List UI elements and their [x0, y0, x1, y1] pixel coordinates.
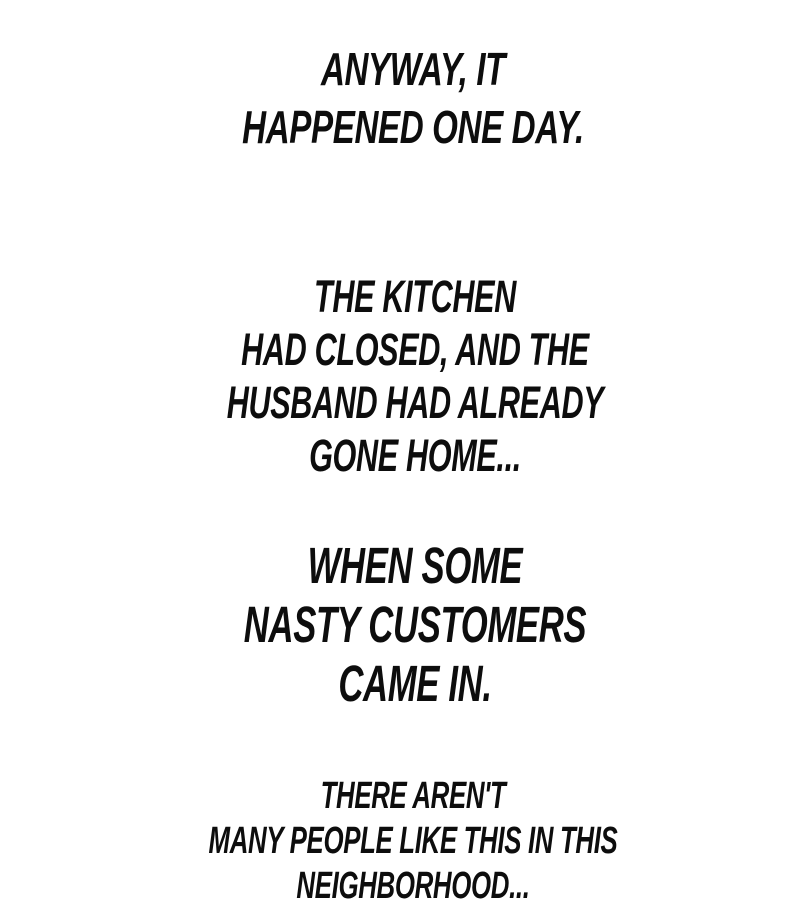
- narration-block-1: [125, 40, 701, 156]
- narration-line: ANYWAY, IT: [320, 43, 506, 95]
- narration-line: MANY PEOPLE LIKE THIS IN THIS: [208, 820, 618, 862]
- narration-block-2: [143, 270, 687, 482]
- narration-block-3: [143, 536, 687, 713]
- narration-line: HUSBAND HAD ALREADY: [226, 377, 604, 428]
- narration-line: THERE AREN'T: [320, 775, 506, 817]
- narration-line: THE KITCHEN: [314, 271, 516, 322]
- narration-line: HAPPENED ONE DAY.: [242, 101, 584, 153]
- narration-line: NEIGHBORHOOD...: [296, 865, 530, 907]
- narration-line: CAME IN.: [338, 655, 492, 712]
- narration-line: GONE HOME...: [309, 430, 521, 481]
- narration-line: HAD CLOSED, AND THE: [241, 324, 589, 375]
- narration-block-4: [141, 774, 685, 909]
- narration-line: NASTY CUSTOMERS: [243, 596, 587, 653]
- narration-line: WHEN SOME: [307, 537, 523, 594]
